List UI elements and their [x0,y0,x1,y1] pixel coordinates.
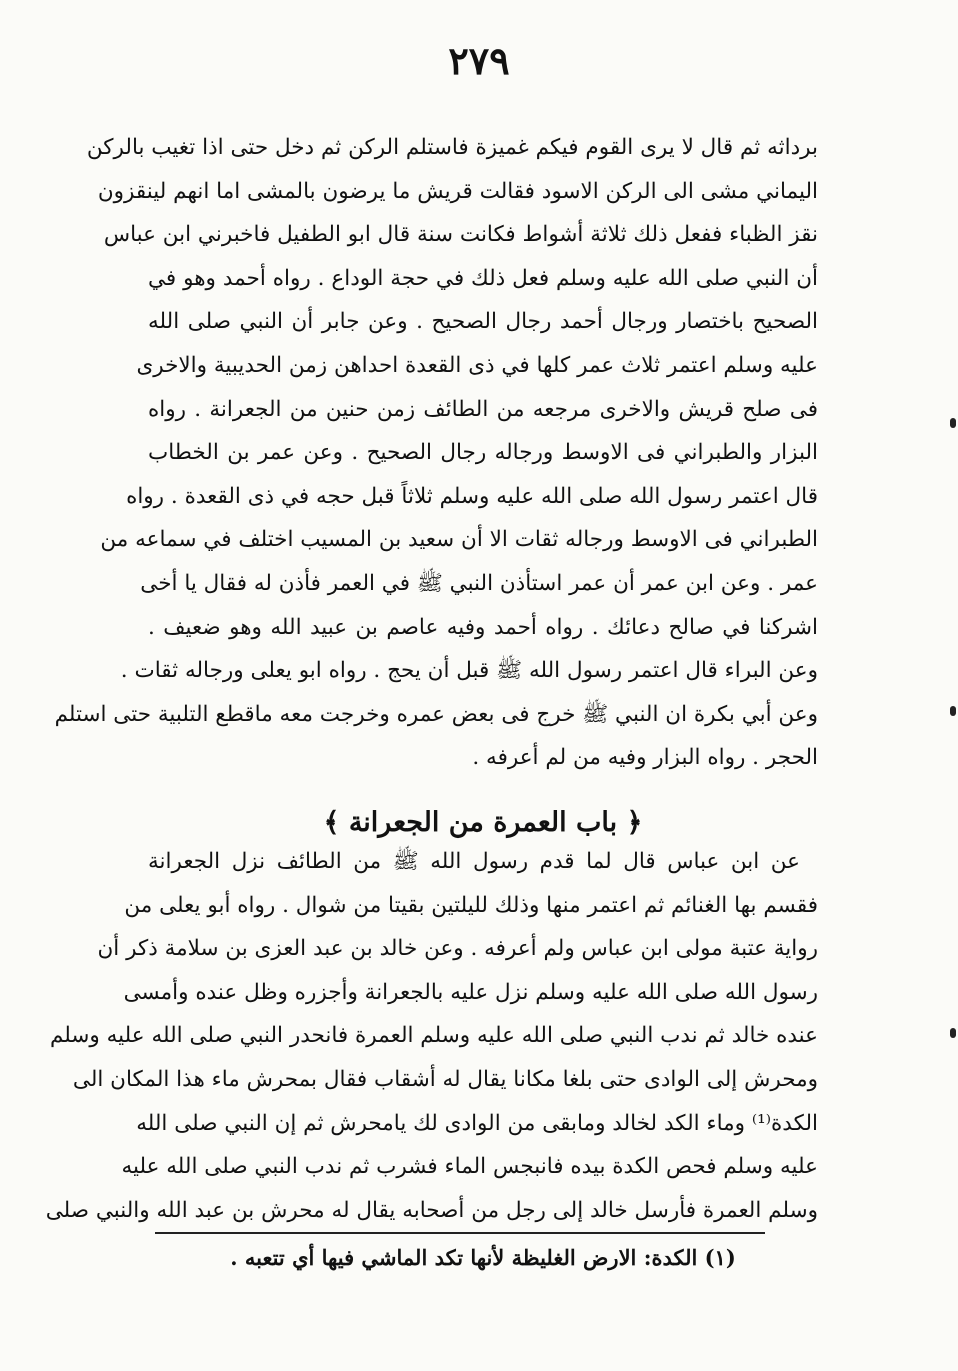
text-line: اليماني مشى الى الركن الاسود فقالت قريش ما يرضون بالمشى اما انهم لينقزون [97,178,818,204]
text-line: رواية عتبة مولى ابن عباس ولم أعرفه . وعن خالد بن عبد العزى بن سلامة ذكر أن [97,936,818,962]
text-line: وعن أبي بكرة ان النبي ﷺ خرج فى بعض عمره وخرجت معه ماقطع التلبية حتى استلم [54,701,818,727]
text-line: برداثه ثم قال لا يرى القوم فيكم غميزة فاستلم الركن ثم دخل حتى اذا تغيب بالركن [86,135,818,160]
text-line: البزار والطبراني فى الاوسط ورجاله رجال الصحيح . وعن عمر بن الخطاب [148,440,818,466]
text-line: فقسم بها الغنائم ثم اعتمر منها وذلك لليلتين بقيتا من شوال . رواه أبو يعلى من [124,892,818,918]
text-line: فى صلح قريش والاخرى مرجعه من الطائف زمن حنين من الجعرانة . رواه [148,396,818,422]
text-line: عليه وسلم فحص الكدة بيده فانبجس الماء فشرب ثم ندب النبي صلى الله عليه [121,1154,818,1180]
text-line-last: الحجر . رواه البزار وفيه من لم أعرفه . [472,745,818,771]
text-line: وعن البراء قال اعتمر رسول الله ﷺ قبل أن يحج . رواه ابو يعلى ورجاله ثقات . [120,658,818,684]
text-line: رسول الله صلى الله عليه وسلم نزل عليه بالجعرانة وأجزره وظل عنده وأمسى [123,979,818,1005]
text-line: الطبراني فى الاوسط ورجاله ثقات الا أن سعيد بن المسيب اختلف في سماعه من [100,527,818,553]
text-line: وسلم العمرة فأرسل خالد إلى رجل من أصحابه يقال له محرش بن عبد الله والنبي صلى [45,1197,818,1223]
footnote-divider [155,1232,765,1234]
text-line: عليه وسلم اعتمر ثلاث عمر كلها في ذى القعدة احداهن زمن الحديبية والاخرى [136,352,818,378]
text-line: ومحرش إلى الوادى حتى بلغا مكانا يقال له أشقاب فقال بمحرش ماء هذا المكان الى [72,1066,818,1092]
text-line: عن ابن عباس قال لما قدم رسول الله ﷺ من الطائف نزل الجعرانة [148,849,800,874]
text-line: قال اعتمر رسول الله صلى الله عليه وسلم ثلاثاً قبل حجه في ذى القعدة . رواه [126,483,818,509]
margin-mark [950,706,956,716]
footnote: (١) الكدة: الارض الغليظة لأنها تكد الماشي فيها أي تتعبه . [230,1245,736,1270]
text-line: اشركنا في صالح دعائك . رواه أحمد وفيه عاصم بن عبيد الله وهو ضعيف . [148,614,818,640]
text-line: نقز الظباء ففعل ذلك ثلاثة أشواط فكانت سنة قال ابو الطفيل فاخبرني ابن عباس [103,222,818,248]
paragraph-main [54,126,818,780]
margin-mark [950,418,956,428]
text-line: أن النبي صلى الله عليه وسلم فعل ذلك في حجة الوداع . رواه أحمد وهو في [148,265,818,291]
page-number: ٢٧٩ [448,38,510,83]
text-line: عمر . وعن ابن عمر أن عمر استأذن النبي ﷺ في العمر فأذن له فقال يا أخى [140,570,818,596]
text-line: عنده خالد ثم ندب النبي صلى الله عليه وسلم العمرة فانحدر النبي صلى الله عليه وسلم [49,1023,818,1049]
text-line: الكدة⁽¹⁾ وماء الكد لخالد ومابقى من الوادى لك يامحرش ثم إن النبي صلى الله [136,1110,818,1136]
margin-mark [950,1028,956,1038]
section-heading: ﴿ باب العمرة من الجعرانة ﴾ [323,807,643,838]
text-line: الصحيح باختصار ورجال أحمد رجال الصحيح . وعن جابر أن النبي صلى الله [148,309,818,335]
paragraph-section [45,840,818,1232]
